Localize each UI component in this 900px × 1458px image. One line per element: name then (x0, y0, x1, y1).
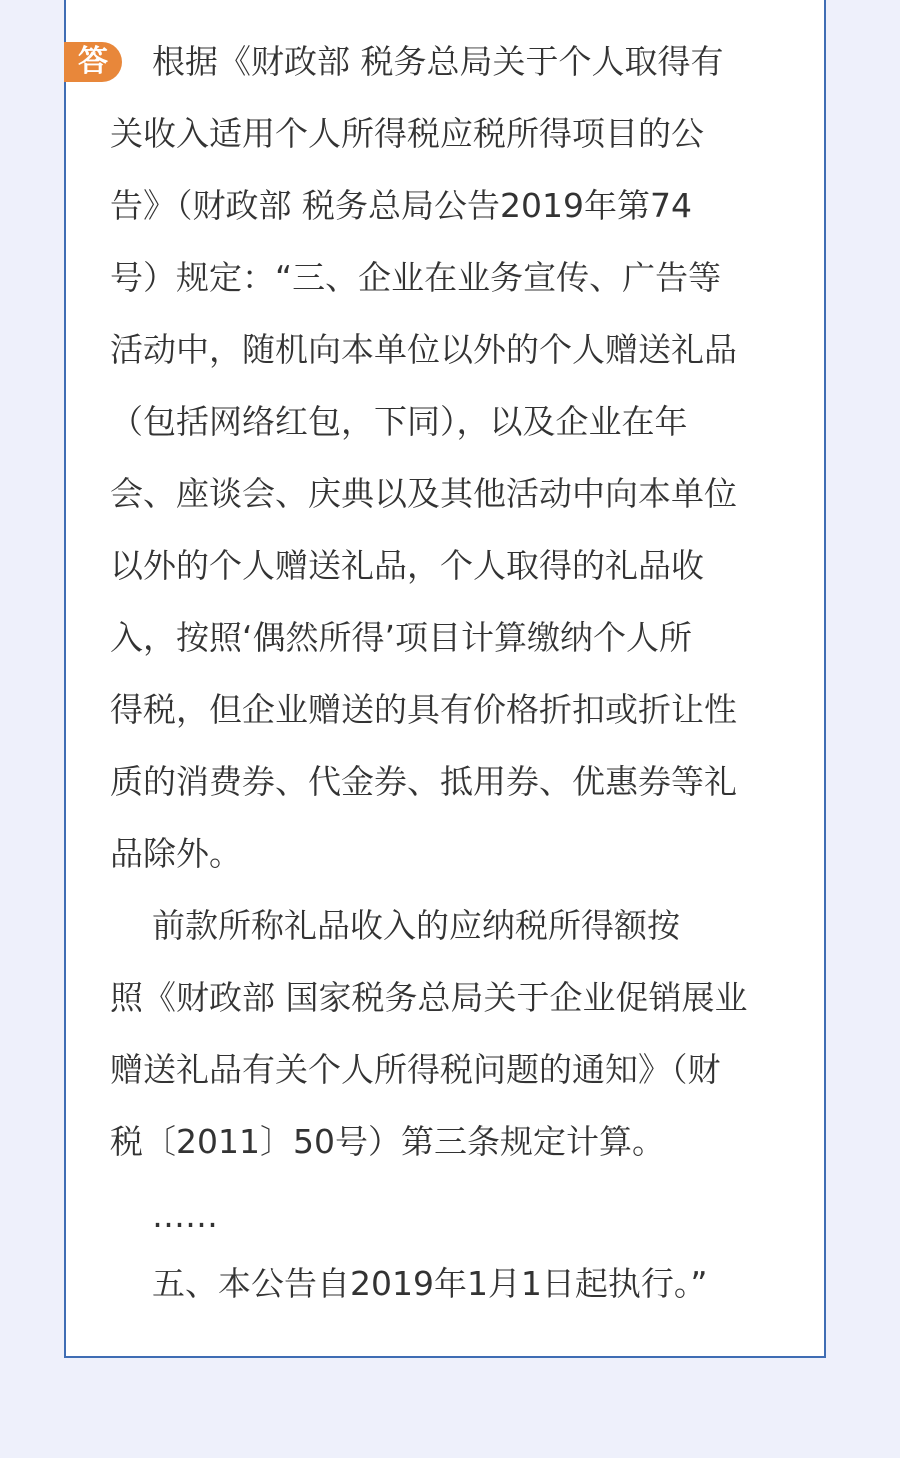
text-line: 照《财政部 国家税务总局关于企业促销展业 (110, 978, 748, 1017)
text-line: 赠送礼品有关个人所得税问题的通知》（财 (110, 1050, 721, 1089)
text-line: 五、本公告自2019年1月1日起执行。” (110, 1264, 708, 1303)
answer-paragraph-2 (110, 890, 748, 1178)
text-line: 关收入适用个人所得税应税所得项目的公 (110, 114, 704, 153)
text-line: 入，按照‘偶然所得’项目计算缴纳个人所 (110, 618, 692, 657)
text-line: （包括网络红包，下同），以及企业在年 (110, 402, 688, 441)
ellipsis (110, 1180, 218, 1252)
text-line: 得税，但企业赠送的具有价格折扣或折让性 (110, 690, 737, 729)
text-line: …… (110, 1196, 218, 1235)
text-line: 品除外。 (110, 834, 242, 873)
text-line: 告》（财政部 税务总局公告2019年第74 (110, 186, 692, 225)
text-line: 活动中，随机向本单位以外的个人赠送礼品 (110, 330, 737, 369)
text-line: 前款所称礼品收入的应纳税所得额按 (110, 906, 680, 945)
text-line: 根据《财政部 税务总局关于个人取得有 (110, 42, 724, 81)
text-line: 号）规定：“三、企业在业务宣传、广告等 (110, 258, 722, 297)
text-line: 税〔2011〕50号）第三条规定计算。 (110, 1122, 665, 1161)
text-line: 会、座谈会、庆典以及其他活动中向本单位 (110, 474, 737, 513)
answer-badge: 答 (64, 42, 122, 82)
text-line: 以外的个人赠送礼品，个人取得的礼品收 (110, 546, 704, 585)
answer-paragraph-1 (110, 26, 737, 890)
answer-paragraph-3 (110, 1248, 708, 1320)
text-line: 质的消费券、代金券、抵用券、优惠券等礼 (110, 762, 737, 801)
